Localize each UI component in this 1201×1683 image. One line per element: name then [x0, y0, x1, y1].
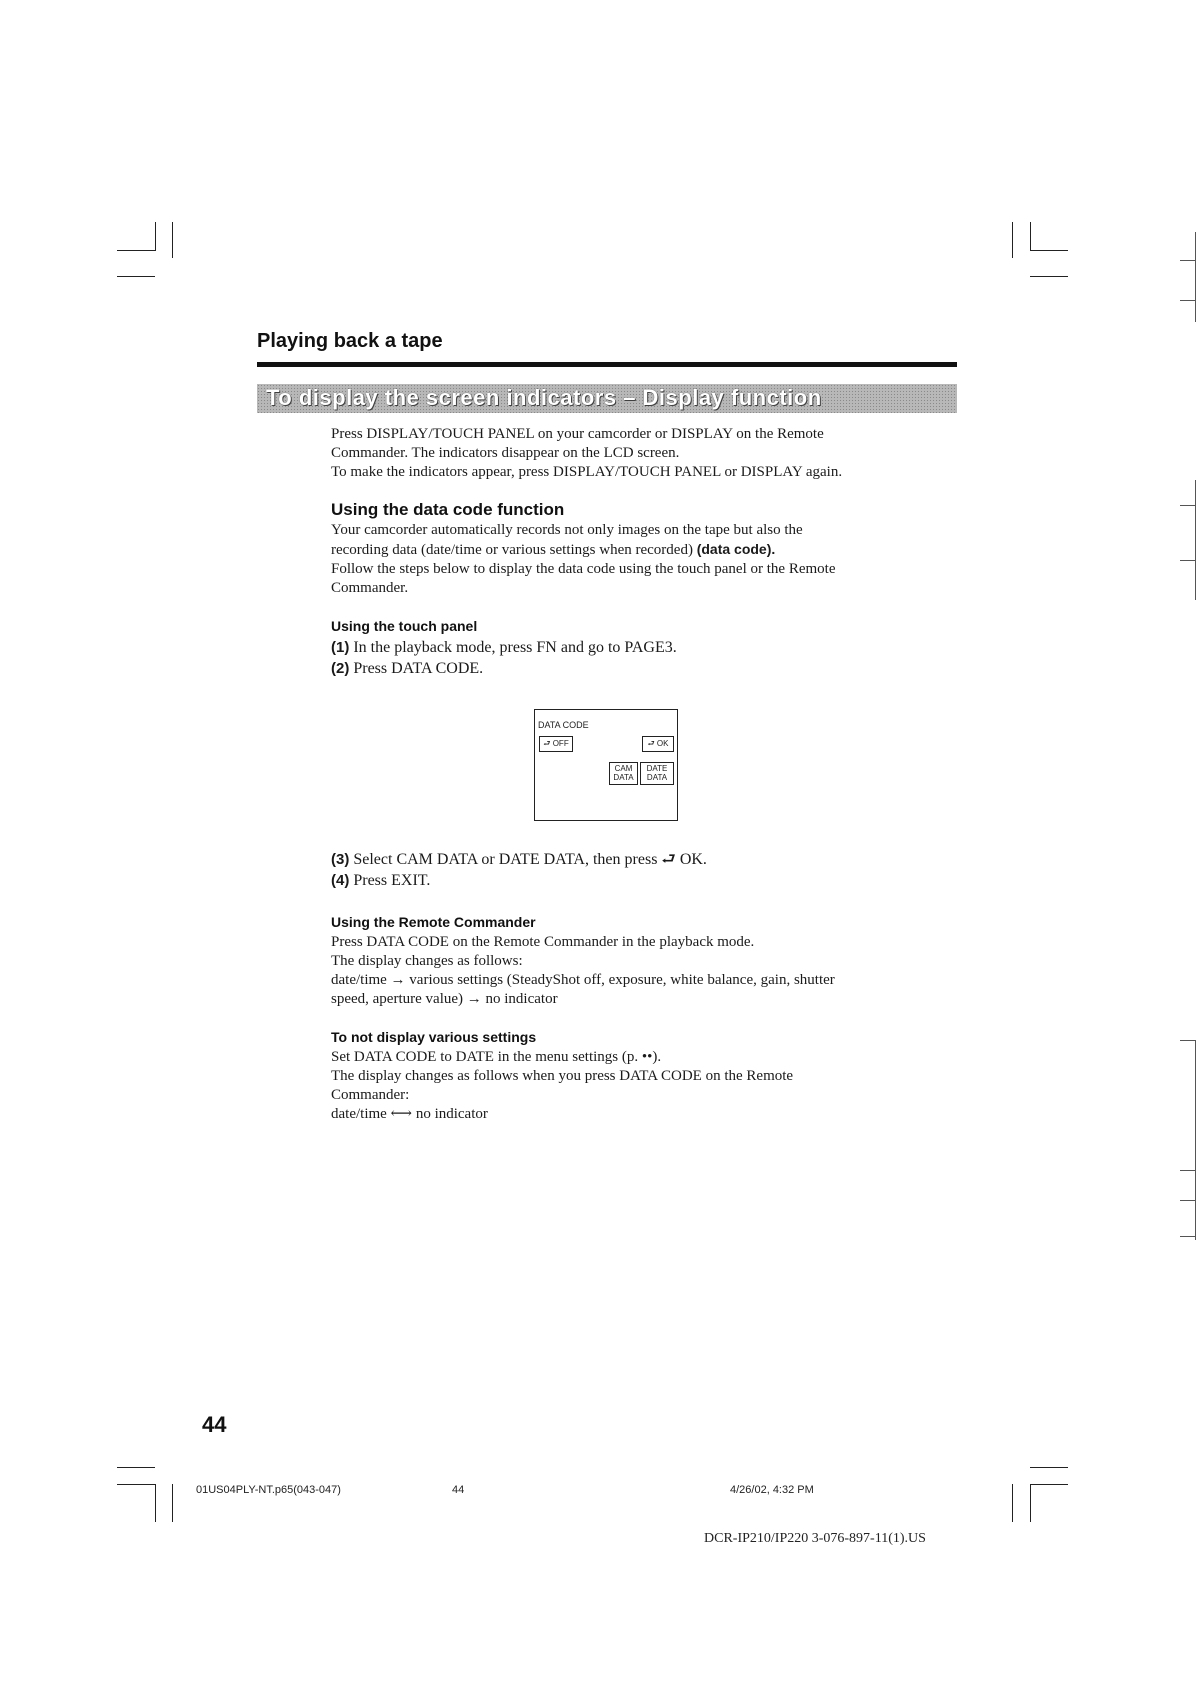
- text-line: Commander:: [331, 1087, 410, 1103]
- text-line: date/time → various settings (SteadyShot off, exposure, white balance, gain, shutter: [331, 972, 835, 988]
- no-settings-paragraph: [331, 1048, 793, 1124]
- lcd-ok-button[interactable]: ⮐ OK: [642, 736, 674, 752]
- edge-tick: [1180, 1200, 1196, 1201]
- edge-tick: [1180, 260, 1196, 261]
- step-item: [331, 658, 483, 679]
- text-line: [331, 540, 835, 560]
- text-line: speed, aperture value) → no indicator: [331, 991, 558, 1007]
- step-text: Press EXIT.: [353, 872, 431, 889]
- text-line: Press DATA CODE on the Remote Commander in the playback mode.: [331, 934, 755, 950]
- page-number: 44: [202, 1412, 227, 1437]
- edge-tick: [1195, 480, 1196, 600]
- touch-panel-heading: Using the touch panel: [331, 618, 478, 634]
- footer-date: 4/26/02, 4:32 PM: [730, 1484, 814, 1496]
- text-line: The display changes as follows:: [331, 953, 523, 969]
- text-line: Commander. The indicators disappear on the LCD screen.: [331, 445, 680, 461]
- crop-mark: [1030, 250, 1068, 251]
- crop-mark: [1030, 1484, 1031, 1522]
- intro-paragraph: [331, 425, 842, 482]
- step-text: Select CAM DATA or DATE DATA, then press ⮐ OK.: [353, 851, 707, 868]
- crop-mark: [155, 222, 156, 251]
- text-line: Set DATA CODE to DATE in the menu settings (p. ••).: [331, 1049, 662, 1065]
- step-item: [331, 870, 430, 891]
- text-line: Your camcorder automatically records not only images on the tape but also the: [331, 522, 803, 538]
- edge-tick: [1180, 1236, 1196, 1237]
- edge-tick: [1180, 560, 1196, 561]
- section-title: To display the screen indicators – Display function: [266, 385, 822, 410]
- text-line: Follow the steps below to display the data code using the touch panel or the Remote: [331, 561, 836, 577]
- step-text: Press DATA CODE.: [353, 660, 484, 677]
- footer-page: 44: [452, 1484, 465, 1496]
- edge-tick: [1180, 300, 1196, 301]
- crop-mark: [1012, 1484, 1013, 1522]
- step-number: (4): [331, 872, 350, 889]
- data-code-paragraph: [331, 521, 835, 598]
- page-header-title: Playing back a tape: [257, 330, 443, 352]
- no-settings-heading: To not display various settings: [331, 1029, 537, 1045]
- lcd-date-data-button[interactable]: DATE DATA: [640, 762, 674, 785]
- crop-mark: [117, 276, 155, 277]
- edge-tick: [1180, 1170, 1196, 1171]
- text-fragment: recording data (date/time or various settings when recorded): [331, 542, 697, 558]
- edge-tick: [1195, 1040, 1196, 1240]
- text-line: Commander.: [331, 580, 409, 596]
- crop-mark: [1030, 1484, 1068, 1485]
- header-rule: [257, 362, 957, 367]
- step-item: [331, 637, 677, 658]
- crop-mark: [1030, 276, 1068, 277]
- crop-mark: [117, 1467, 155, 1468]
- lcd-title: DATA CODE: [538, 720, 589, 730]
- text-line: Press DISPLAY/TOUCH PANEL on your camcorder or DISPLAY on the Remote: [331, 426, 824, 442]
- text-line: To make the indicators appear, press DISPLAY/TOUCH PANEL or DISPLAY again.: [331, 464, 843, 480]
- step-number: (2): [331, 660, 350, 677]
- crop-mark: [172, 222, 173, 258]
- crop-mark: [172, 1484, 173, 1522]
- step-number: (3): [331, 851, 350, 868]
- crop-mark: [1030, 222, 1031, 251]
- data-code-term: (data code).: [696, 541, 776, 557]
- edge-tick: [1180, 1040, 1196, 1041]
- lcd-off-button[interactable]: ⮐ OFF: [539, 736, 573, 752]
- crop-mark: [1030, 1467, 1068, 1468]
- text-line: The display changes as follows when you press DATA CODE on the Remote: [331, 1068, 794, 1084]
- crop-mark: [155, 1484, 156, 1522]
- remote-heading: Using the Remote Commander: [331, 914, 536, 930]
- crop-mark: [117, 1484, 155, 1485]
- crop-mark: [117, 250, 155, 251]
- step-text: In the playback mode, press FN and go to PAGE3.: [353, 639, 677, 656]
- step-number: (1): [331, 639, 350, 656]
- crop-mark: [1012, 222, 1013, 258]
- lcd-cam-data-button[interactable]: CAM DATA: [609, 762, 638, 785]
- lcd-screen-diagram: [534, 709, 678, 821]
- edge-tick: [1180, 505, 1196, 506]
- footer-file-name: 01US04PLY-NT.p65(043-047): [196, 1484, 341, 1496]
- step-item: [331, 849, 707, 870]
- edge-tick: [1195, 232, 1196, 322]
- remote-paragraph: [331, 933, 835, 1009]
- text-line: date/time ⟷ no indicator: [331, 1106, 488, 1122]
- footer-model-code: DCR-IP210/IP220 3-076-897-11(1).US: [704, 1531, 926, 1546]
- data-code-heading: Using the data code function: [331, 500, 565, 519]
